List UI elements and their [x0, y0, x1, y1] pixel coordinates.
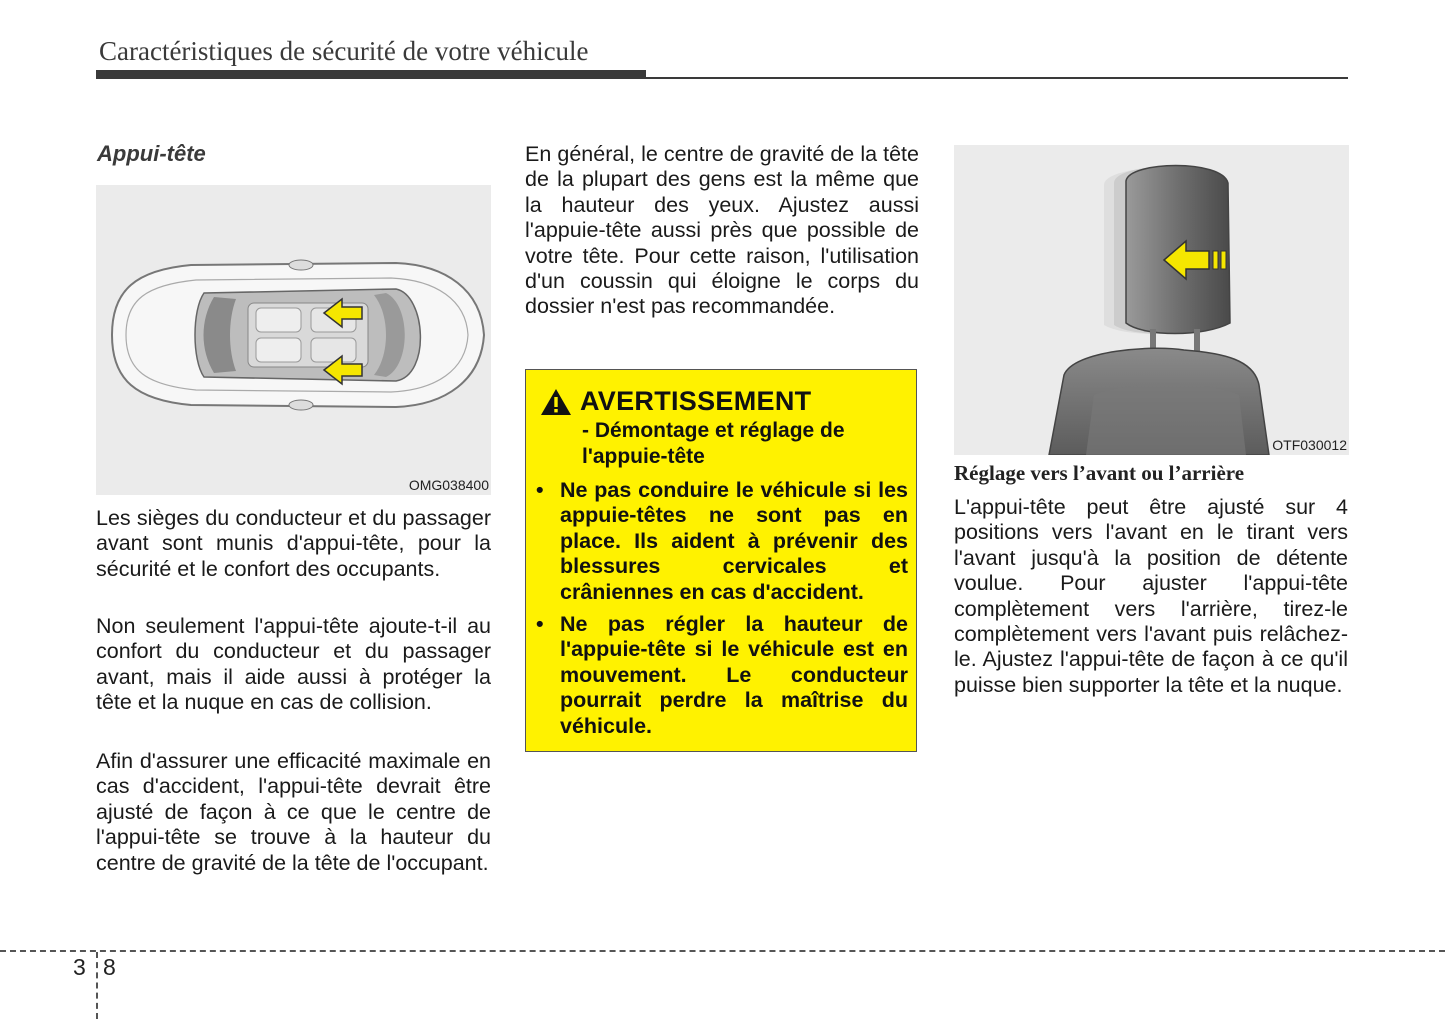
page-number: 8: [103, 954, 116, 980]
figure-code: OTF030012: [1272, 437, 1347, 453]
body-paragraph: Afin d'assurer une efficacité maximale en cas d'accident, l'appui-tête devrait être ajusté de façon à ce que le centre de l'appui-tête se trouve à la hauteur du centre de gravité de la tête de l'occupant.: [96, 749, 491, 875]
body-paragraph: En général, le centre de gravité de la tête de la plupart des gens est la même que la hauteur des yeux. Ajustez aussi l'appuie-tête aussi près que possible de votre tête. Pour cette raison, l'utilisation d'un coussin qui éloigne le corps du dossier n'est pas recommandée.: [525, 142, 919, 319]
warning-title: AVERTISSEMENT: [580, 386, 812, 416]
seat-headrest-illustration: [954, 145, 1349, 455]
footer-divider: [96, 952, 98, 1019]
body-paragraph: Non seulement l'appui-tête ajoute-t-il au confort du conducteur et du passager avant, mais il aide aussi à protéger la tête et la nuque en cas de collision.: [96, 614, 491, 715]
subheading: Réglage vers l’avant ou l’arrière: [954, 461, 1245, 485]
warning-triangle-icon: [540, 388, 572, 416]
warning-subtitle: - Démontage et réglage de l'appuie-tête: [582, 419, 845, 468]
bullet: •: [536, 478, 544, 502]
header-rule-thin: [96, 77, 1348, 79]
chapter-number: 3: [73, 954, 86, 980]
section-title: Appui-tête: [97, 141, 206, 166]
car-headrest-figure: [96, 185, 491, 495]
bullet: •: [536, 612, 544, 636]
footer-rule: [0, 950, 1445, 952]
figure-code: OMG038400: [408, 477, 489, 493]
body-paragraph: Les sièges du conducteur et du passager avant sont munis d'appui-tête, pour la sécurité et le confort des occupants.: [96, 506, 491, 581]
warning-box: [525, 369, 917, 752]
warning-item: [536, 478, 908, 605]
page-header-title: Caractéristiques de sécurité de votre véhicule: [99, 36, 589, 66]
headrest-figure: [954, 145, 1349, 455]
warning-item: [536, 612, 908, 739]
warning-item-text: Ne pas régler la hauteur de l'appuie-tête si le véhicule est en mouvement. Le conducteur pourrait perdre la maîtrise du véhicule.: [560, 612, 908, 738]
body-paragraph: L'appui-tête peut être ajusté sur 4 positions vers l'avant en le tirant vers l'avant jusqu'à la position de détente voulue. Pour ajuster l'appui-tête complètement vers l'arrière, tirez-le complètement vers l'avant puis relâchez-le. Ajustez l'appui-tête de façon à ce qu'il puisse bien supporter la tête et la nuque.: [954, 495, 1348, 697]
warning-item-text: Ne pas conduire le véhicule si les appuie-têtes ne sont pas en place. Ils aident à prévenir des blessures cervicales et crâniennes en cas d'accident.: [560, 478, 908, 604]
car-top-view-illustration: [96, 185, 491, 495]
warning-header: [540, 386, 811, 417]
